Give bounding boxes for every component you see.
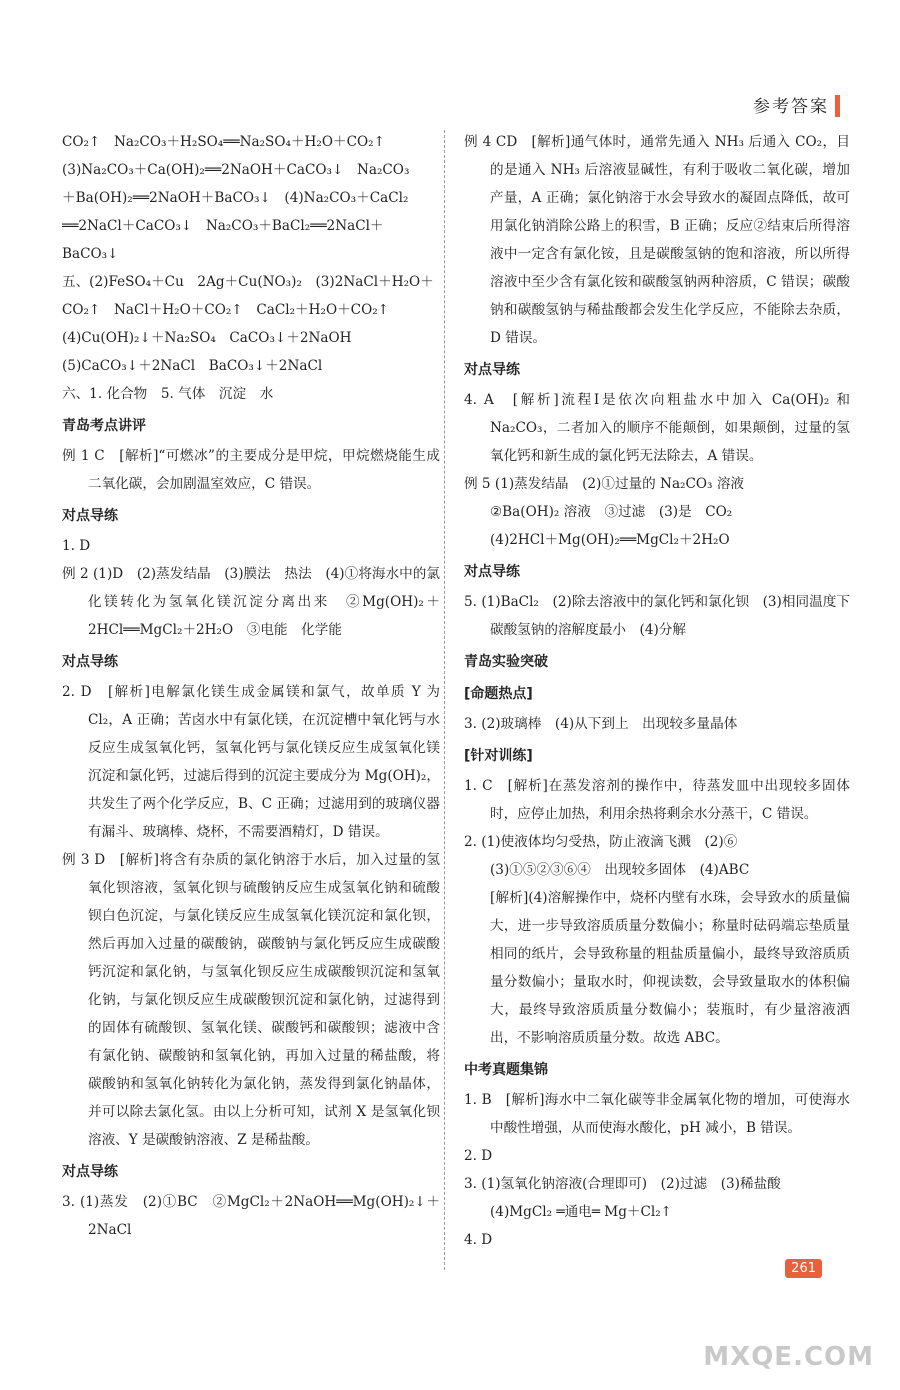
answer-line: 例 2 (1)D (2)蒸发结晶 (3)膜法 热法 (4)①将海水中的氯化镁转化为氢氧化镁沉淀分离出来 ②Mg(OH)₂＋2HCl══MgCl₂＋2H₂O ③电能 化学能 — [62, 566, 440, 638]
answer-line: 2. (1)使液体均匀受热，防止液滴飞溅 (2)⑥ — [464, 834, 738, 850]
right-column — [464, 128, 850, 1254]
section-heading: 青岛考点讲评 — [62, 418, 146, 434]
section-heading: 青岛实验突破 — [464, 654, 548, 670]
column-divider — [444, 130, 445, 1270]
watermark-logo: MXQE.COM — [703, 1342, 874, 1372]
answer-line: (4)Cu(OH)₂↓＋Na₂SO₄ CaCO₃↓＋2NaOH — [62, 330, 352, 346]
answer-line: 例 5 (1)蒸发结晶 (2)①过量的 Na₂CO₃ 溶液 — [464, 476, 745, 492]
section-heading: [命题热点] — [464, 686, 533, 702]
answer-line: ②Ba(OH)₂ 溶液 ③过滤 (3)是 CO₂ — [490, 504, 733, 520]
answer-line: 5. (1)BaCl₂ (2)除去溶液中的氯化钙和氯化钡 (3)相同温度下碳酸氢钠的溶解度最小 (4)分解 — [464, 594, 850, 638]
answer-line: 例 4 CD [解析]通气体时，通常先通入 NH₃ 后通入 CO₂，目的是通入 NH₃ 后溶液显碱性，有利于吸收二氧化碳，增加产量，A 正确；氯化钠溶于水会导致水的凝固点降低，故可用氯化钠消除公路上的积雪，B 正确；反应②结束后所得溶液中一定含有氯化铵，且是碳酸氢钠的饱和溶液，所以所得溶液中至少含有氯化铵和碳酸氢钠两种溶质，C 错误；碳酸钠和碳酸氢钠与稀盐酸都会发生化学反应，不能除去杂质，D 错误。 — [464, 134, 850, 346]
answer-line: 4. D — [464, 1232, 493, 1248]
section-heading: 对点导练 — [464, 564, 520, 580]
answer-line: [解析](4)溶解操作中，烧杯内壁有水珠，会导致水的质量偏大，进一步导致溶质质量分数偏小；称量时砝码端忘垫质量相同的纸片，会导致称量的粗盐质量偏小，最终导致溶质质量分数偏小；量取水时，仰视读数，会导致量取水的体积偏大，最终导致溶质质量分数偏小；装瓶时，有少量溶液洒出，不影响溶质质量分数。故选 ABC。 — [490, 890, 850, 1046]
section-heading: 中考真题集锦 — [464, 1062, 548, 1078]
header-title: 参考答案 — [753, 97, 829, 117]
page-number: 261 — [785, 1259, 822, 1278]
answer-line: 五、(2)FeSO₄＋Cu 2Ag＋Cu(NO₃)₂ (3)2NaCl＋H₂O＋ — [62, 274, 434, 290]
answer-line: ══2NaCl＋CaCO₃↓ Na₂CO₃＋BaCl₂══2NaCl＋ — [62, 218, 384, 234]
answer-line: (5)CaCO₃↓＋2NaCl BaCO₃↓＋2NaCl — [62, 358, 323, 374]
answer-line: 4. A [解析]流程Ⅰ是依次向粗盐水中加入 Ca(OH)₂ 和 Na₂CO₃，二者加入的顺序不能颠倒，如果颠倒，过量的氢氧化钙和新生成的氯化钙无法除去，A 错误。 — [464, 392, 850, 464]
answer-line: 2. D — [464, 1148, 493, 1164]
answer-line: CO₂↑ Na₂CO₃＋H₂SO₄══Na₂SO₄＋H₂O＋CO₂↑ — [62, 134, 385, 150]
page-header — [753, 92, 840, 117]
section-heading: 对点导练 — [62, 654, 118, 670]
section-heading: [针对训练] — [464, 748, 533, 764]
answer-line: BaCO₃↓ — [62, 246, 119, 262]
answer-line: 1. B [解析]海水中二氧化碳等非金属氧化物的增加，可使海水中酸性增强，从而使海水酸化，pH 减小，B 错误。 — [464, 1092, 850, 1136]
answer-line: 3. (1)蒸发 (2)①BC ②MgCl₂＋2NaOH══Mg(OH)₂↓＋2NaCl — [62, 1194, 440, 1238]
answer-line: (3)①⑤②③⑥④ 出现较多固体 (4)ABC — [490, 862, 750, 878]
answer-line: 1. D — [62, 538, 91, 554]
answer-line: 2. D [解析]电解氯化镁生成金属镁和氯气，故单质 Y 为 Cl₂，A 正确；苦卤水中有氯化镁，在沉淀槽中氧化钙与水反应生成氢氧化钙，氢氧化钙与氯化镁反应生成氢氧化镁沉淀和氯化钙，过滤后得到的沉淀主要成分为 Mg(OH)₂，共发生了两个化学反应，B、C 正确；过滤用到的玻璃仪器有漏斗、玻璃棒、烧杯，不需要酒精灯，D 错误。 — [62, 684, 440, 840]
section-heading: 对点导练 — [62, 1164, 118, 1180]
header-accent-bar — [835, 95, 840, 117]
answer-line: ＋Ba(OH)₂══2NaOH＋BaCO₃↓ (4)Na₂CO₃＋CaCl₂ — [62, 190, 409, 206]
answer-line: (4)MgCl₂ ═通电═ Mg＋Cl₂↑ — [490, 1204, 673, 1220]
answer-line: 例 1 C [解析]“可燃冰”的主要成分是甲烷，甲烷燃烧能生成二氧化碳，会加剧温室效应，C 错误。 — [62, 448, 440, 492]
answer-line: (4)2HCl＋Mg(OH)₂══MgCl₂＋2H₂O — [490, 532, 730, 548]
answer-line: 例 3 D [解析]将含有杂质的氯化钠溶于水后，加入过量的氢氧化钡溶液，氢氧化钡与硫酸钠反应生成氢氧化钠和硫酸钡白色沉淀，与氯化镁反应生成氢氧化镁沉淀和氯化钡，然后再加入过量的碳酸钠，碳酸钠与氯化钙反应生成碳酸钙沉淀和氯化钠，与氢氧化钡反应生成碳酸钡沉淀和氢氧化钠，与氯化钡反应生成碳酸钡沉淀和氯化钠，过滤得到的固体有硫酸钡、氢氧化镁、碳酸钙和碳酸钡；滤液中含有氯化钠、碳酸钠和氢氧化钠，再加入过量的稀盐酸，将碳酸钠和氢氧化钠转化为氯化钠，蒸发得到氯化钠晶体，并可以除去氯化氢。由以上分析可知，试剂 X 是氢氧化钡溶液、Y 是碳酸钠溶液、Z 是稀盐酸。 — [62, 852, 440, 1148]
answer-line: CO₂↑ NaCl＋H₂O＋CO₂↑ CaCl₂＋H₂O＋CO₂↑ — [62, 302, 390, 318]
section-heading: 对点导练 — [464, 362, 520, 378]
answer-line: 1. C [解析]在蒸发溶剂的操作中，待蒸发皿中出现较多固体时，应停止加热，利用余热将剩余水分蒸干，C 错误。 — [464, 778, 850, 822]
answer-line: (3)Na₂CO₃＋Ca(OH)₂══2NaOH＋CaCO₃↓ Na₂CO₃ — [62, 162, 410, 178]
answer-line: 3. (2)玻璃棒 (4)从下到上 出现较多量晶体 — [464, 716, 738, 732]
left-column — [62, 128, 440, 1244]
answer-line: 六、1. 化合物 5. 气体 沉淀 水 — [62, 386, 274, 402]
section-heading: 对点导练 — [62, 508, 118, 524]
answer-line: 3. (1)氢氧化钠溶液(合理即可) (2)过滤 (3)稀盐酸 — [464, 1176, 781, 1192]
